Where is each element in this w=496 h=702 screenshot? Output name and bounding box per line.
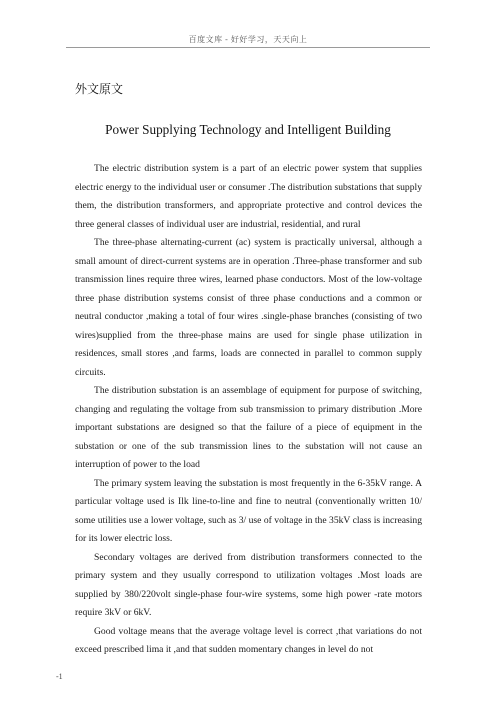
document-body — [75, 160, 422, 660]
document-title: Power Supplying Technology and Intelligent Building — [105, 122, 391, 137]
paragraph: Secondary voltages are derived from distribution transformers connected to the primary system and they usually correspond to utilization voltages .Most loads are supplied by 380/220volt single-phase four-wire systems, some high power -rate motors require 3kV or 6kV. — [75, 551, 422, 618]
paragraph: The distribution substation is an assemblage of equipment for purpose of switching, changing and regulating the voltage from sub transmission to primary distribution .More important substations are designed so that the failure of a piece of equipment in the substation or one of the sub transmission lines to the substation will not cause an interruption of power to the load — [75, 385, 422, 470]
paragraph: The electric distribution system is a part of an electric power system that supplies electric energy to the individual user or consumer .The distribution substations that supply them, the distribution transformers, and appropriate protective and control devices the three general classes of individual user are industrial, residential, and rural — [75, 163, 422, 230]
paragraph: The primary system leaving the substation is most frequently in the 6-35kV range. A particular voltage used is Ilk line-to-line and fine to neutral (conventionally written 10/ some utilities use a lower voltage, such as 3/ use of voltage in the 35kV class is increasing for its lower electric loss. — [75, 477, 422, 544]
paragraph: The three-phase alternating-current (ac) system is practically universal, although a small amount of direct-current systems are in operation .Three-phase transformer and sub transmission lines require three wires, learned phase conductors. Most of the low-voltage three phase distribution systems consist of three phase conductions and a common or neutral conductor ,making a total of four wires .single-phase branches (consisting of two wires)supplied from the three-phase mains are used for single phase utilization in residences, small stores ,and farms, loads are connected in parallel to common supply circuits. — [75, 237, 422, 378]
header-divider — [66, 47, 430, 48]
page-number: -1 — [56, 672, 63, 681]
section-label: 外文原文 — [75, 82, 124, 96]
page-header: 百度文库 - 好好学习，天天向上 — [188, 35, 308, 44]
paragraph: Good voltage means that the average voltage level is correct ,that variations do not exceed prescribed lima it ,and that sudden momentary changes in level do not — [75, 625, 422, 655]
